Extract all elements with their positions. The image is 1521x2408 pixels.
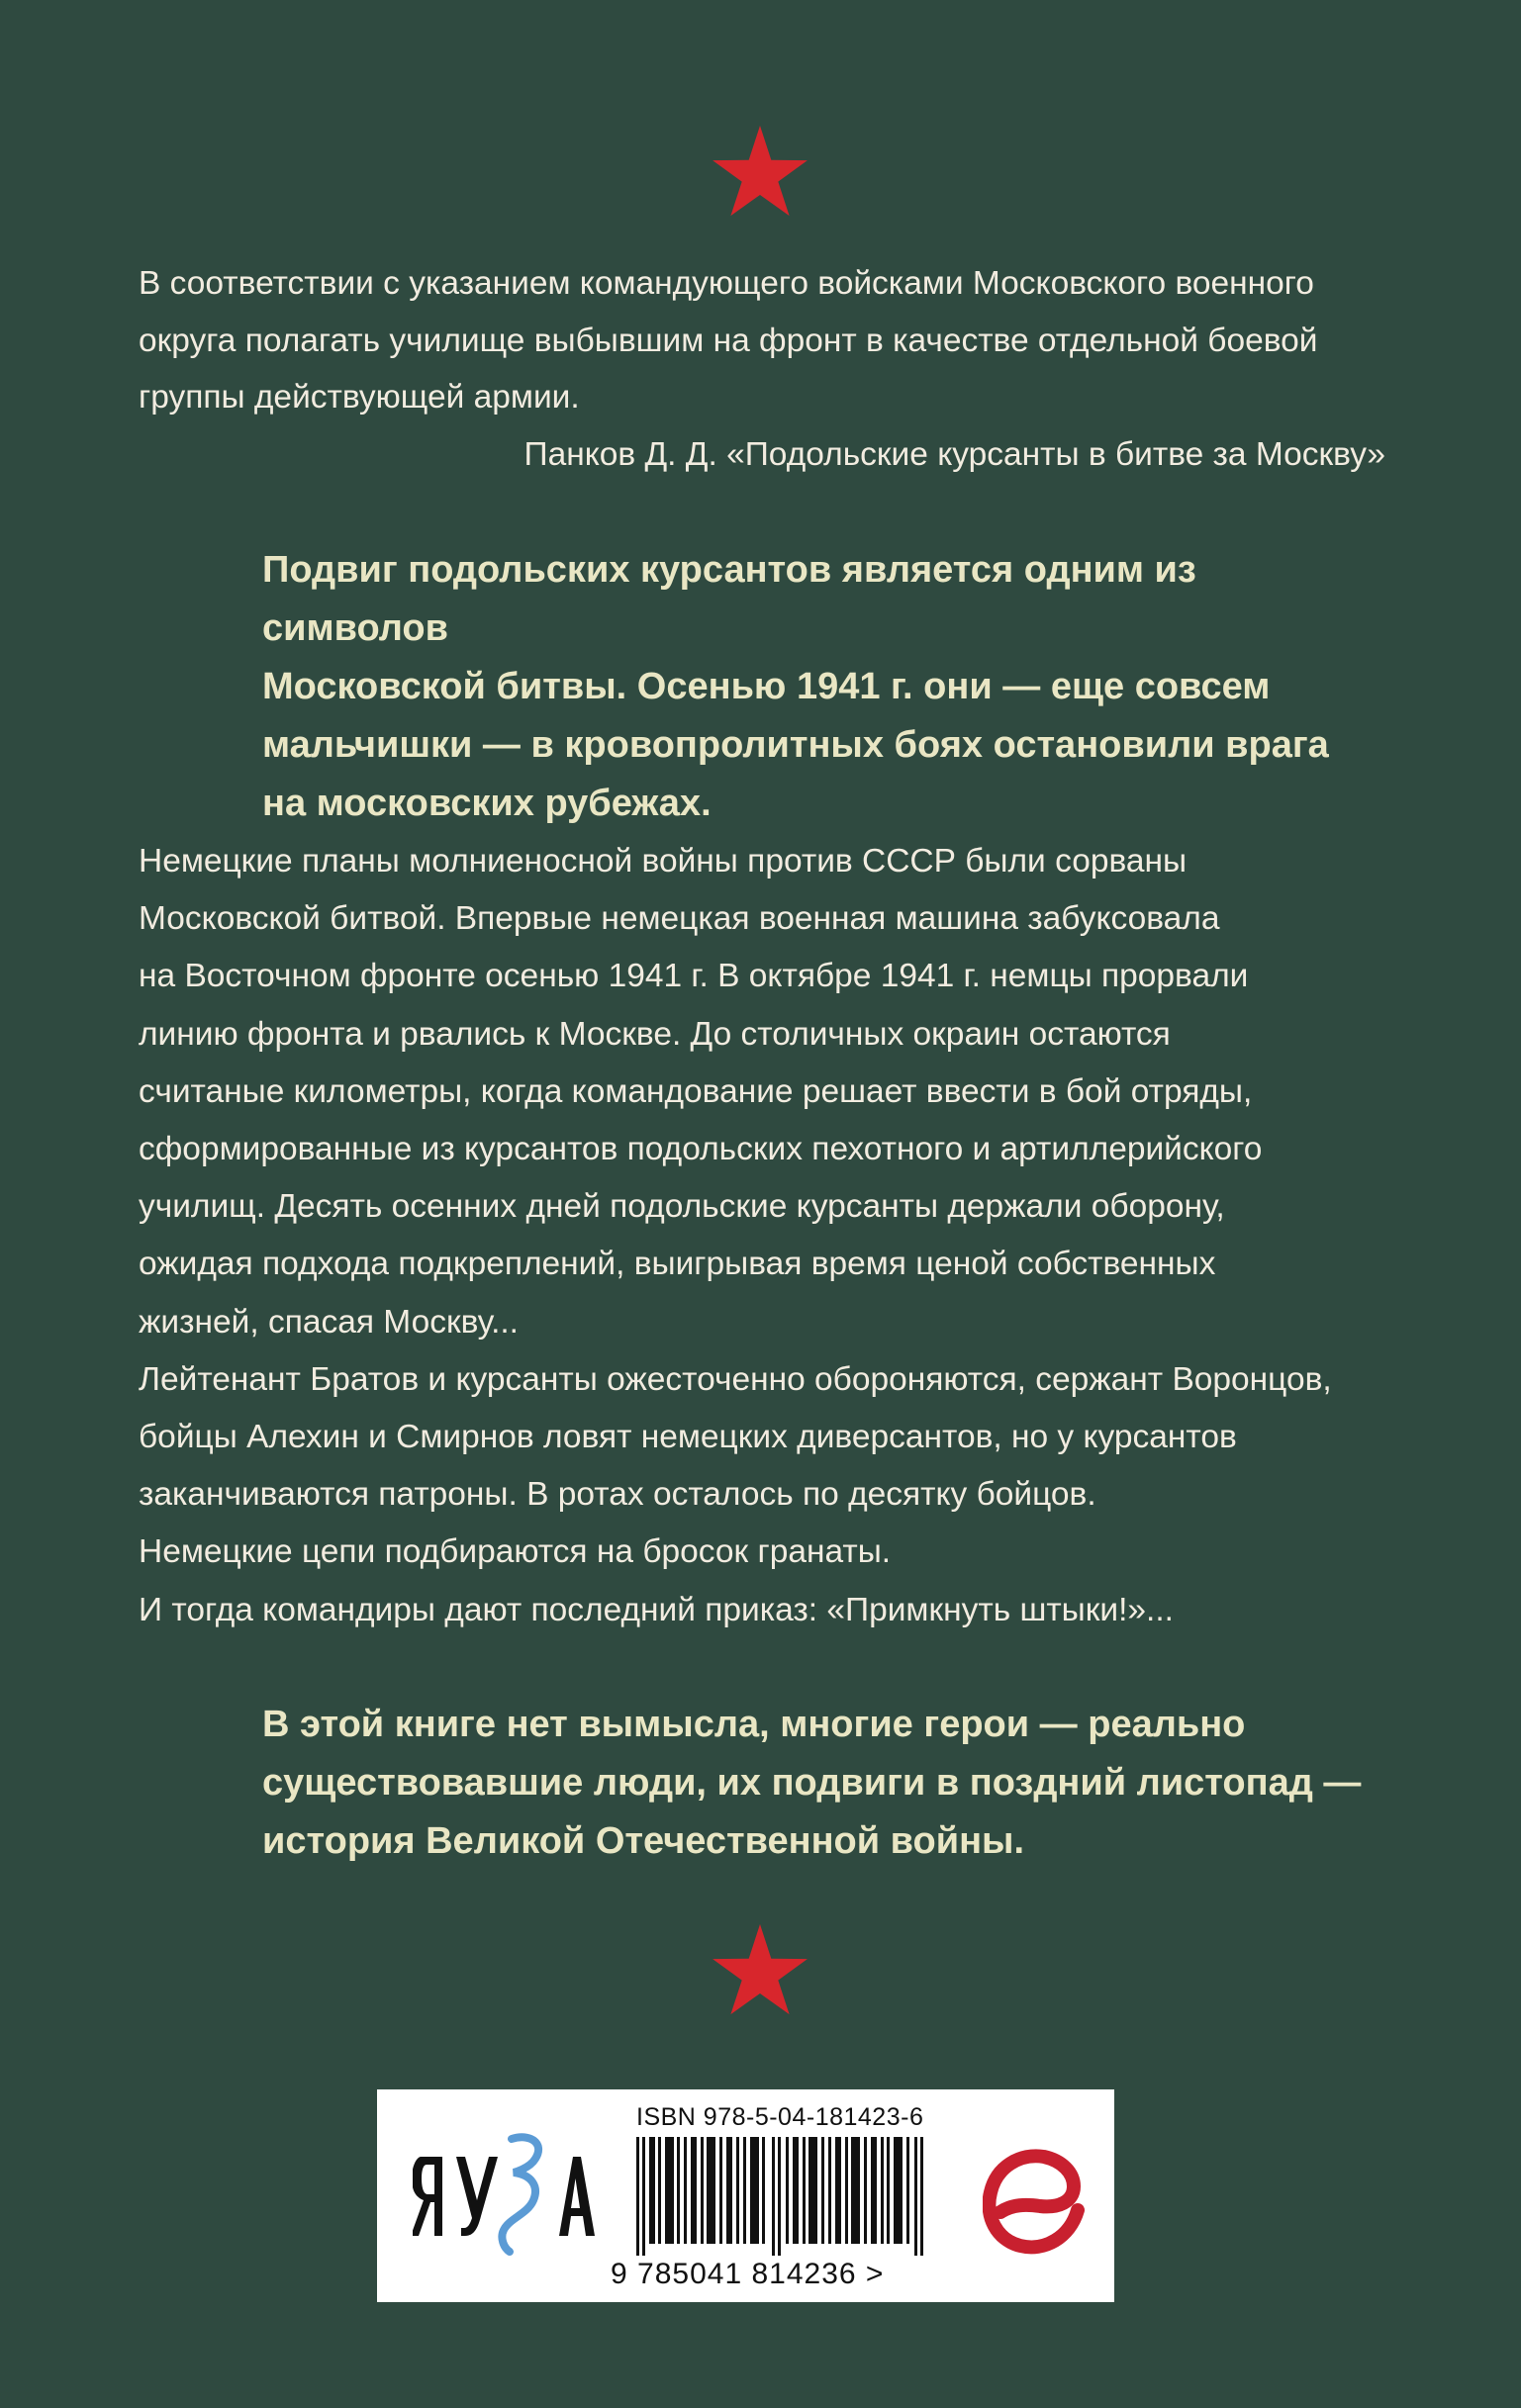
body-line: сформированные из курсантов подольских пехотного и артиллерийского bbox=[139, 1131, 1263, 1168]
barcode-icon bbox=[636, 2137, 933, 2256]
body-line: линию фронта и рвались к Москве. До столичных окраин остаются bbox=[139, 1015, 1171, 1053]
lead-paragraph-2 bbox=[262, 1696, 1385, 1871]
lead-paragraph-1 bbox=[262, 541, 1385, 833]
red-star-icon bbox=[713, 126, 808, 217]
barcode-panel bbox=[377, 2089, 1114, 2302]
epigraph-line: В соответствии с указанием командующего войсками Московского военного bbox=[139, 265, 1314, 302]
lead-line: мальчишки — в кровопролитных боях остановили врага bbox=[262, 724, 1329, 766]
body-line: Немецкие планы молниеносной войны против СССР были сорваны bbox=[139, 843, 1188, 880]
epigraph-line: округа полагать училище выбывшим на фронт в качестве отдельной боевой bbox=[139, 322, 1318, 359]
body-line: на Восточном фронте осенью 1941 г. В октябре 1941 г. немцы прорвали bbox=[139, 958, 1249, 995]
lead-line: история Великой Отечественной войны. bbox=[262, 1820, 1025, 1862]
body-line: заканчиваются патроны. В ротах осталось по десятку бойцов. bbox=[139, 1476, 1096, 1514]
yuza-logo bbox=[413, 2127, 596, 2266]
lead-line: существовавшие люди, их подвиги в поздний листопад — bbox=[262, 1762, 1362, 1804]
epigraph bbox=[139, 255, 1385, 483]
body-line: считаные километры, когда командование решает ввести в бой отряды, bbox=[139, 1072, 1253, 1110]
body-line: Московской битвой. Впервые немецкая военная машина забуксовала bbox=[139, 900, 1220, 938]
lead-line: Московской битвы. Осенью 1941 г. они — еще совсем bbox=[262, 666, 1271, 707]
body-line: бойцы Алехин и Смирнов ловят немецких диверсантов, но у курсантов bbox=[139, 1419, 1237, 1456]
body-line: жизней, спасая Москву... bbox=[139, 1303, 519, 1341]
eksmo-logo bbox=[983, 2141, 1092, 2260]
lead-line: на московских рубежах. bbox=[262, 783, 712, 824]
body-line: Немецкие цепи подбираются на бросок гранаты. bbox=[139, 1533, 892, 1571]
lead-line: Подвиг подольских курсантов является одним из символов bbox=[262, 549, 1196, 649]
annotation-body bbox=[139, 833, 1385, 1639]
epigraph-line: группы действующей армии. bbox=[139, 379, 580, 416]
body-line: училищ. Десять осенних дней подольские курсанты держали оборону, bbox=[139, 1188, 1225, 1226]
lead-line: В этой книге нет вымысла, многие герои — реально bbox=[262, 1704, 1246, 1745]
isbn-label: ISBN 978-5-04-181423-6 bbox=[636, 2103, 924, 2131]
barcode-digits: 9 785041 814236 > bbox=[611, 2258, 885, 2290]
body-line: Лейтенант Братов и курсанты ожесточенно обороняются, сержант Воронцов, bbox=[139, 1360, 1332, 1398]
epigraph-source: Панков Д. Д. «Подольские курсанты в битве за Москву» bbox=[523, 435, 1385, 473]
body-line: И тогда командиры дают последний приказ: «Примкнуть штыки!»... bbox=[139, 1591, 1174, 1628]
body-line: ожидая подхода подкреплений, выигрывая время ценой собственных bbox=[139, 1246, 1216, 1283]
red-star-icon bbox=[713, 1924, 808, 2015]
